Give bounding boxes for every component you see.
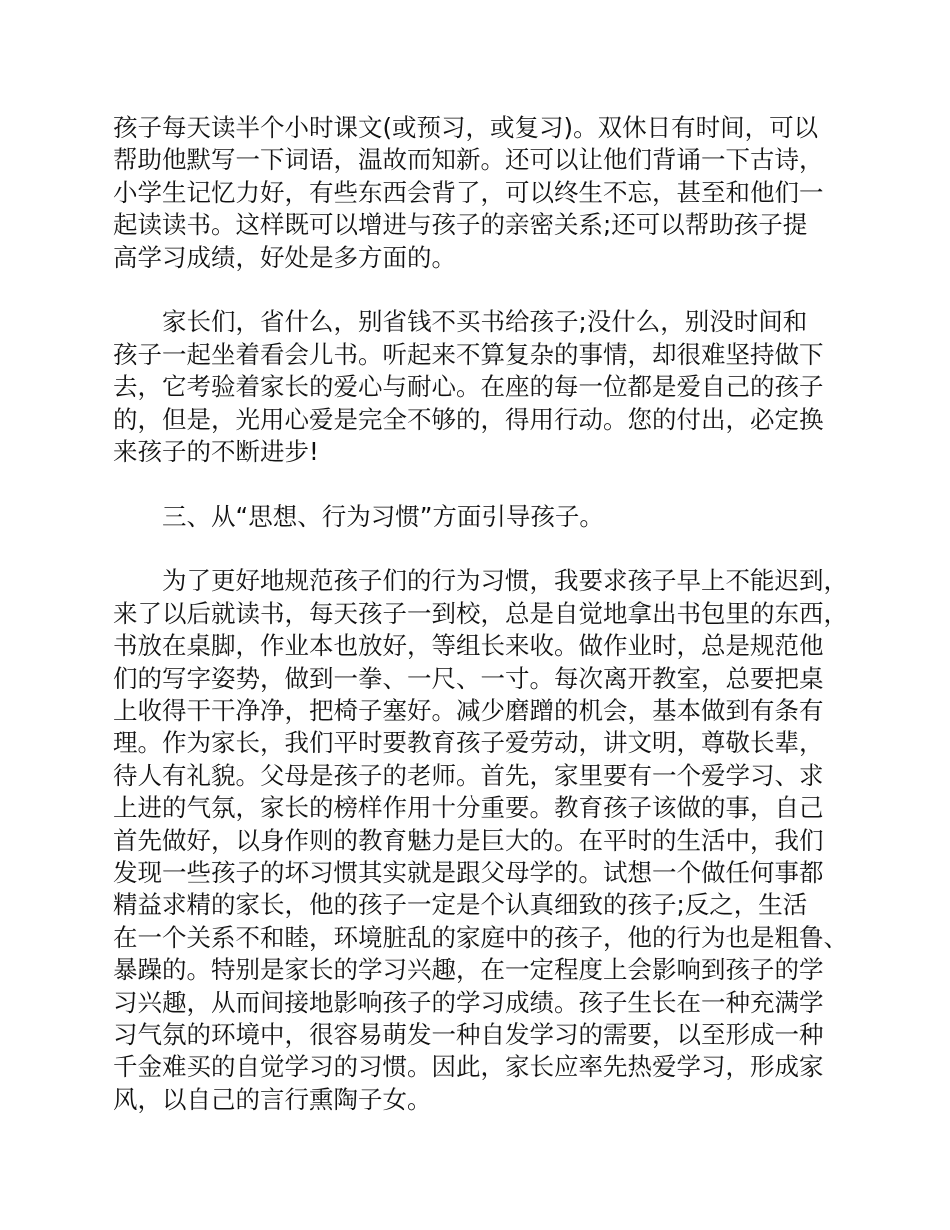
paragraph-2: [113, 306, 843, 468]
text-line: 小学生记忆力好，有些东西会背了，可以终生不忘，甚至和他们一: [113, 177, 824, 207]
text-line: 暴躁的。特别是家长的学习兴趣，在一定程度上会影响到孩子的学: [113, 955, 824, 985]
text-line: 来了以后就读书，每天孩子一到校，总是自觉地拿出书包里的东西，: [113, 598, 848, 628]
text-line: 在一个关系不和睦，环境脏乱的家庭中的孩子，他的行为也是粗鲁、: [113, 922, 848, 952]
text-line: 理。作为家长，我们平时要教育孩子爱劳动，讲文明，尊敬长辈，: [113, 728, 824, 758]
text-line: 首先做好，以身作则的教育魅力是巨大的。在平时的生活中，我们: [113, 825, 824, 855]
paragraph-3: [113, 501, 843, 533]
text-line: 家长们，省什么，别省钱不买书给孩子;没什么，别没时间和: [162, 307, 808, 337]
text-line: 习兴趣，从而间接地影响孩子的学习成绩。孩子生长在一种充满学: [113, 987, 824, 1017]
text-line: 三、从“思想、行为习惯”方面引导孩子。: [162, 501, 604, 531]
paragraph-gap: [113, 533, 843, 565]
text-line: 去，它考验着家长的爱心与耐心。在座的每一位都是爱自己的孩子: [113, 372, 824, 402]
text-line: 千金难买的自觉学习的习惯。因此，家长应率先热爱学习，形成家: [113, 1052, 824, 1082]
text-line: 上进的气氛，家长的榜样作用十分重要。教育孩子该做的事，自己: [113, 793, 824, 823]
text-line: 来孩子的不断进步!: [113, 436, 319, 466]
text-line: 们的写字姿势，做到一拳、一尺、一寸。每次离开教室，总要把桌: [113, 663, 824, 693]
paragraph-1: [113, 112, 843, 274]
text-line: 待人有礼貌。父母是孩子的老师。首先，家里要有一个爱学习、求: [113, 760, 824, 790]
paragraph-gap: [113, 274, 843, 306]
document-body: [113, 112, 848, 1116]
text-line: 的，但是，光用心爱是完全不够的，得用行动。您的付出，必定换: [113, 404, 824, 434]
text-line: 起读读书。这样既可以增进与孩子的亲密关系;还可以帮助孩子提: [113, 210, 808, 240]
paragraph-4: [113, 565, 848, 1116]
text-line: 风，以自己的言行熏陶子女。: [113, 1084, 432, 1114]
text-line: 高学习成绩，好处是多方面的。: [113, 242, 456, 272]
text-line: 孩子每天读半个小时课文(或预习，或复习)。双休日有时间，可以: [113, 113, 819, 142]
text-line: 孩子一起坐着看会儿书。听起来不算复杂的事情，却很难坚持做下: [113, 339, 824, 369]
paragraph-gap: [113, 468, 843, 500]
text-line: 上收得干干净净，把椅子塞好。减少磨蹭的机会，基本做到有条有: [113, 696, 824, 726]
text-line: 帮助他默写一下词语，温故而知新。还可以让他们背诵一下古诗，: [113, 145, 824, 175]
text-line: 习气氛的环境中，很容易萌发一种自发学习的需要，以至形成一种: [113, 1019, 824, 1049]
text-line: 发现一些孩子的坏习惯其实就是跟父母学的。试想一个做任何事都: [113, 857, 824, 887]
text-line: 书放在桌脚，作业本也放好，等组长来收。做作业时，总是规范他: [113, 631, 824, 661]
text-line: 精益求精的家长，他的孩子一定是个认真细致的孩子;反之，生活: [113, 890, 808, 920]
text-line: 为了更好地规范孩子们的行为习惯，我要求孩子早上不能迟到，: [162, 566, 848, 596]
